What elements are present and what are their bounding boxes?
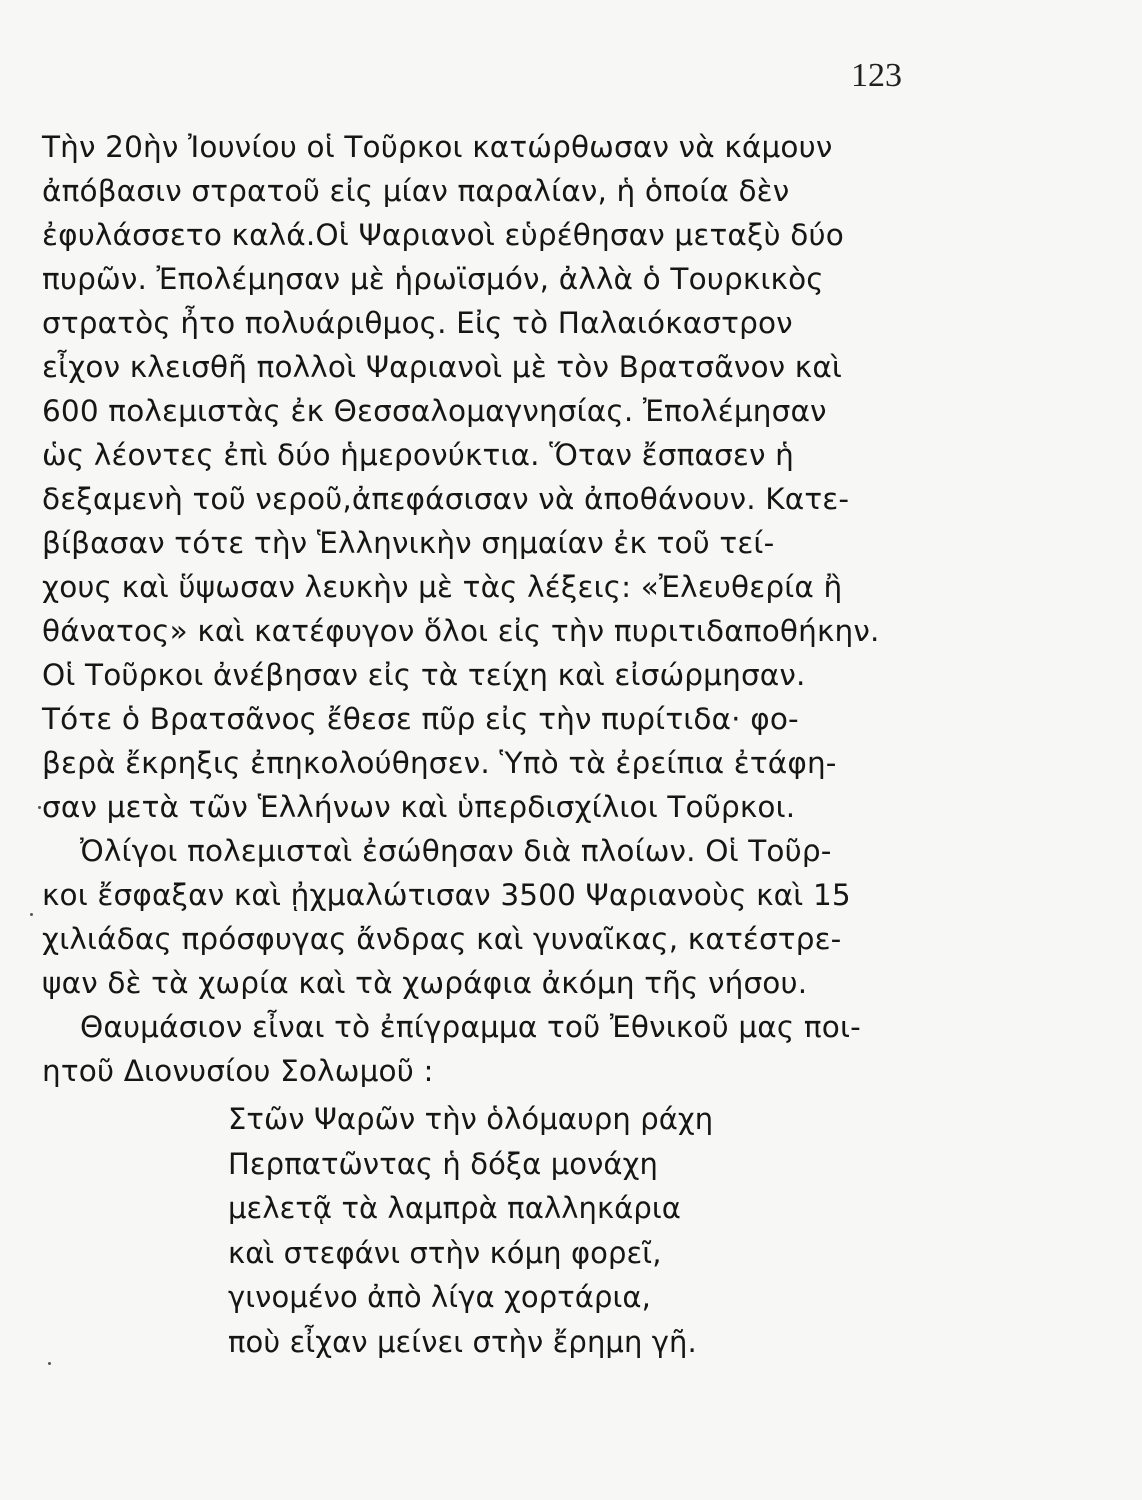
poem-line: καὶ στεφάνι στὴν κόμη φορεῖ, [228, 1235, 662, 1270]
text-line: Τὴν 20ὴν Ἰουνίου οἱ Τοῦρκοι κατώρθωσαν νὰ κάμουν [42, 130, 833, 164]
text-line: θάνατος» καὶ κατέφυγον ὅλοι εἰς τὴν πυριτιδαποθήκην. [42, 614, 880, 648]
poem-line: Περπατῶντας ἡ δόξα μονάχη [228, 1146, 658, 1181]
text-line: βερὰ ἔκρηξις ἐπηκολούθησεν. Ὑπὸ τὰ ἐρείπια ἐτάφη- [42, 746, 837, 780]
poem-line: γινομένο ἀπὸ λίγα χορτάρια, [228, 1280, 651, 1314]
text-line: χιλιάδας πρόσφυγας ἄνδρας καὶ γυναῖκας, κατέστρε- [42, 922, 842, 956]
text-line: δεξαμενὴ τοῦ νεροῦ,ἀπεφάσισαν νὰ ἀποθάνουν. Κατε- [42, 482, 850, 516]
text-line: Οἱ Τοῦρκοι ἀνέβησαν εἰς τὰ τείχη καὶ εἰσώρμησαν. [42, 658, 806, 692]
text-line: ψαν δὲ τὰ χωρία καὶ τὰ χωράφια ἀκόμη τῆς νήσου. [42, 966, 808, 1000]
text-line: 600 πολεμιστὰς ἐκ Θεσσαλομαγνησίας. Ἐπολέμησαν [42, 394, 827, 428]
poem-epigram [228, 1097, 868, 1364]
text-line: ἐφυλάσσετο καλά.Οἱ Ψαριανοὶ εὑρέθησαν μεταξὺ δύο [42, 218, 844, 252]
text-line: ὡς λέοντες ἐπὶ δύο ἡμερονύκτια. Ὅταν ἔσπασεν ἡ [42, 438, 795, 472]
scan-speck [38, 806, 41, 809]
text-line: ητοῦ Διονυσίου Σολωμοῦ : [42, 1054, 434, 1088]
text-line: πυρῶν. Ἐπολέμησαν μὲ ἡρωϊσμόν, ἀλλὰ ὁ Τουρκικὸς [42, 262, 824, 296]
text-line: Τότε ὁ Βρατσᾶνος ἔθεσε πῦρ εἰς τὴν πυρίτιδα· φο- [42, 702, 799, 736]
paragraph-start-line: Ὀλίγοι πολεμισταὶ ἐσώθησαν διὰ πλοίων. Οἱ Τοῦρ- [80, 834, 832, 868]
text-line: σαν μετὰ τῶν Ἑλλήνων καὶ ὑπερδισχίλιοι Τοῦρκοι. [42, 790, 796, 824]
scan-speck [48, 1362, 51, 1365]
text-line: βίβασαν τότε τὴν Ἑλληνικὴν σημαίαν ἐκ τοῦ τεί- [42, 526, 775, 560]
poem-line: μελετᾷ τὰ λαμπρὰ παλληκάρια [228, 1191, 682, 1225]
text-line: χους καὶ ὕψωσαν λευκὴν μὲ τὰς λέξεις: «Ἐλευθερία ἢ [42, 570, 843, 604]
scan-speck [30, 913, 33, 916]
poem-line: ποὺ εἶχαν μείνει στὴν ἔρημη γῆ. [228, 1324, 697, 1359]
paragraph-start-line: Θαυμάσιον εἶναι τὸ ἐπίγραμμα τοῦ Ἐθνικοῦ μας ποι- [80, 1010, 861, 1044]
page-number: 123 [851, 57, 902, 94]
text-line: ἀπόβασιν στρατοῦ εἰς μίαν παραλίαν, ἡ ὁποία δὲν [42, 174, 790, 208]
text-line: κοι ἔσφαξαν καὶ ᾐχμαλώτισαν 3500 Ψαριανοὺς καὶ 15 [42, 878, 851, 912]
main-text [42, 125, 962, 1093]
text-line: στρατὸς ἦτο πολυάριθμος. Εἰς τὸ Παλαιόκαστρον [42, 306, 793, 340]
text-line: εἶχον κλεισθῆ πολλοὶ Ψαριανοὶ μὲ τὸν Βρατσᾶνον καὶ [42, 350, 843, 384]
poem-line: Στῶν Ψαρῶν τὴν ὁλόμαυρη ράχη [228, 1102, 714, 1136]
